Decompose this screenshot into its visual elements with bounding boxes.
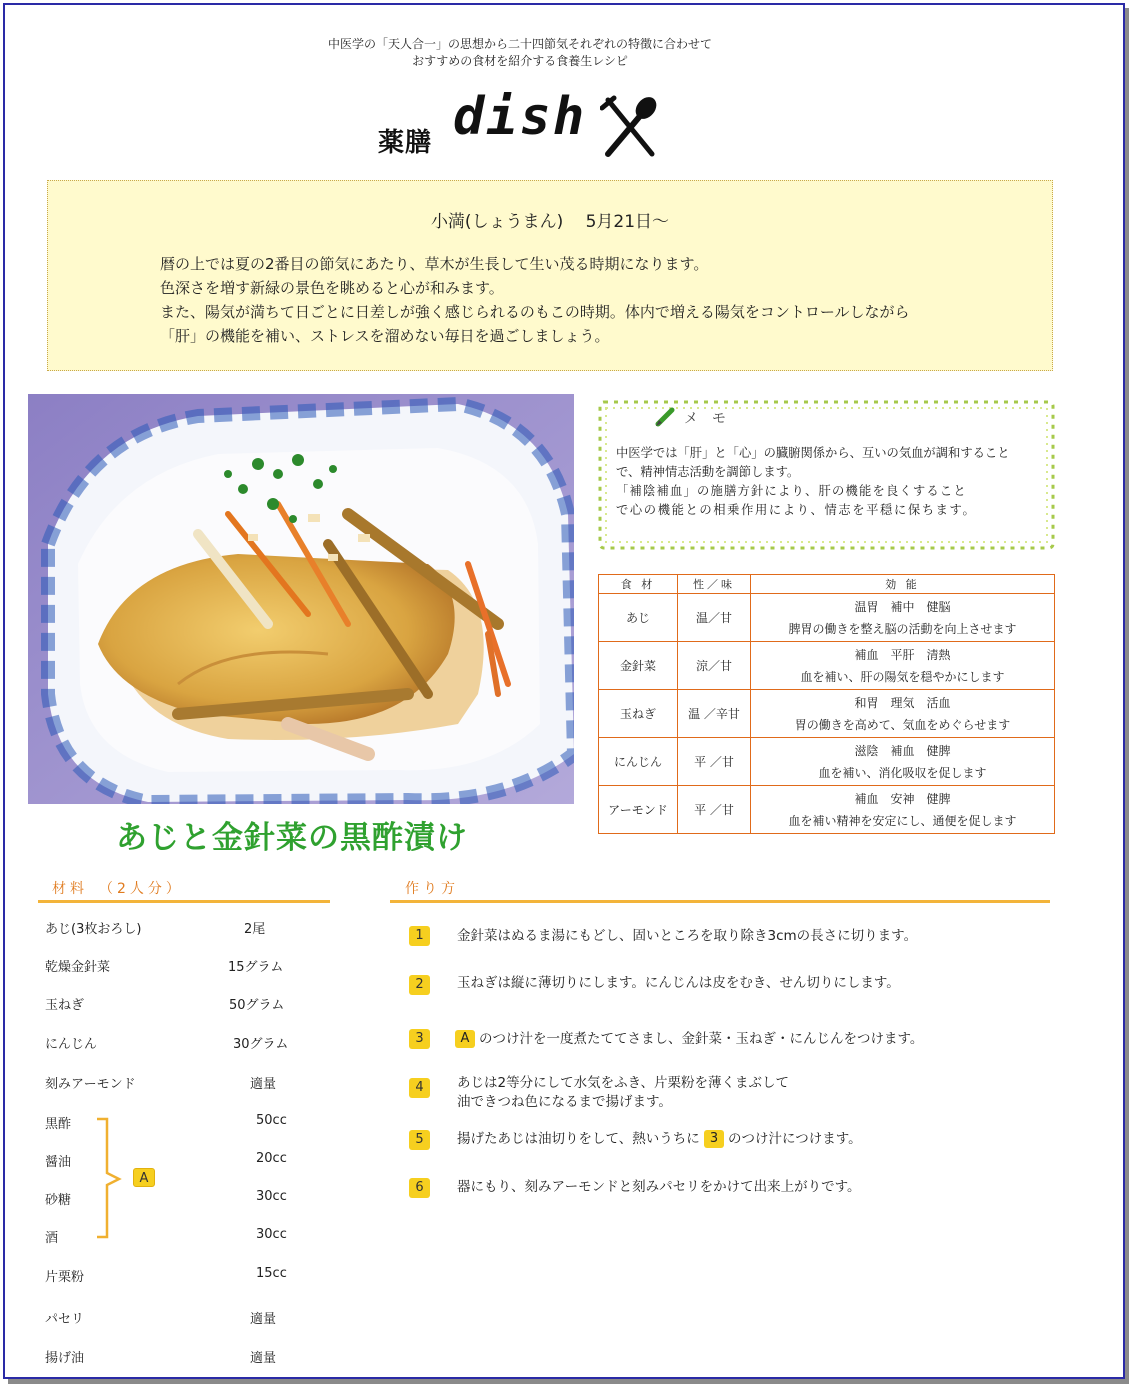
ingredient-name: にんじん: [45, 1037, 98, 1052]
ingredient-amount: 30cc: [256, 1189, 287, 1204]
effect-desc: 胃の働きを高めて、気血をめぐらせます: [794, 717, 1011, 732]
step-text: 玉ねぎは縦に薄切りにします。にんじんは皮をむき、せん切りにします。: [457, 975, 900, 991]
ingredients-underline: [38, 900, 330, 903]
effect-cell: [751, 738, 1055, 786]
nature-cell: 温／甘: [678, 594, 751, 642]
nature-cell: 平 ／甘: [678, 738, 751, 786]
header-nature: 性／味: [678, 575, 751, 594]
intro-line-2: おすすめの食材を紹介する食養生レシピ: [412, 54, 628, 68]
effect-main: 補血 安神 健脾: [854, 791, 951, 806]
memo-line-2: で、精神情志活動を調節します。: [616, 465, 800, 479]
ingredient-name: 片栗粉: [45, 1270, 85, 1285]
memo-line-1: 中医学では「肝」と「心」の臓腑関係から、互いの気血が調和すること: [616, 446, 1010, 460]
nature-cell: 平 ／甘: [678, 786, 751, 834]
ingredient-amount: 適量: [250, 1312, 277, 1327]
effect-main: 補血 平肝 清熱: [854, 647, 951, 662]
step-number-badge: 6: [409, 1178, 430, 1198]
food-cell: 金針菜: [599, 642, 678, 690]
memo-line-3: 「補陰補血」の施膳方針により、肝の機能を良くすること: [616, 484, 967, 498]
ingredient-amount: 50cc: [256, 1113, 287, 1128]
table-row: [599, 642, 1055, 690]
ingredient-amount: 15cc: [256, 1266, 287, 1281]
ingredient-name: 醤油: [45, 1155, 72, 1170]
table-row: [599, 594, 1055, 642]
food-cell: 玉ねぎ: [599, 690, 678, 738]
ingredient-name: 乾燥金針菜: [45, 960, 111, 975]
effect-cell: [751, 786, 1055, 834]
steps-heading: 作り方: [405, 881, 459, 897]
header-effect: 効 能: [751, 575, 1055, 594]
ingredient-amount: 50グラム: [229, 998, 285, 1013]
step-text-line-2: 油できつね色になるまで揚げます。: [457, 1094, 672, 1110]
food-cell: アーモンド: [599, 786, 678, 834]
ingredient-name: 酒: [45, 1231, 59, 1246]
step-ref-badge: 3: [704, 1130, 724, 1148]
ingredient-name: パセリ: [45, 1312, 85, 1327]
ingredient-name: 玉ねぎ: [45, 998, 85, 1013]
ingredient-amount: 30グラム: [233, 1037, 289, 1052]
memo-line-4: で心の機能との相乗作用により、情志を平穏に保ちます。: [616, 503, 977, 517]
effect-desc: 血を補い精神を安定にし、通便を促します: [788, 813, 1017, 828]
ingredient-name: 揚げ油: [45, 1351, 85, 1366]
effect-desc: 血を補い、消化吸収を促します: [818, 765, 987, 780]
effect-main: 和胃 理気 活血: [854, 695, 951, 710]
header-food: 食 材: [599, 575, 678, 594]
season-description: [160, 252, 910, 348]
sauce-ref-badge: A: [455, 1030, 475, 1048]
step-number-badge: 2: [409, 975, 430, 995]
step-text: のつけ汁を一度煮たててさまし、金針菜・玉ねぎ・にんじんをつけます。: [479, 1031, 924, 1047]
steps-underline: [390, 900, 1050, 903]
season-line-2: 色深さを増す新緑の景色を眺めると心が和みます。: [160, 279, 504, 297]
ingredients-heading: 材料 （2人分）: [52, 881, 184, 897]
dish-title: あじと金針菜の黒酢漬け: [116, 820, 468, 856]
ingredient-amount: 適量: [250, 1351, 277, 1366]
memo-heading: メモ: [684, 411, 740, 427]
step-text: 揚げたあじは油切りをして、熱いうちに: [457, 1131, 700, 1147]
step-number-badge: 4: [409, 1078, 430, 1098]
sauce-group-badge: A: [133, 1168, 155, 1187]
intro-line-1: 中医学の「天人合一」の思想から二十四節気それぞれの特徴に合わせて: [327, 37, 712, 51]
sauce-group-bracket: [95, 1117, 125, 1241]
effect-main: 滋陰 補血 健脾: [854, 743, 951, 758]
food-cell: にんじん: [599, 738, 678, 786]
effect-cell: [751, 690, 1055, 738]
memo-text: [616, 444, 1040, 520]
ingredient-name: 刻みアーモンド: [45, 1077, 136, 1092]
step-text-3: [455, 1030, 923, 1049]
step-text: 金針菜はぬるま湯にもどし、固いところを取り除き3cmの長さに切ります。: [457, 928, 918, 944]
frame-shadow-bottom: [8, 1379, 1129, 1384]
effect-desc: 脾胃の働きを整え脳の活動を向上させます: [788, 621, 1017, 636]
ingredient-amount: 15グラム: [228, 960, 284, 975]
food-property-table: [598, 574, 1055, 834]
food-cell: あじ: [599, 594, 678, 642]
dish-photo: [28, 394, 574, 804]
ingredient-amount: 20cc: [256, 1151, 287, 1166]
ingredient-name: あじ(3枚おろし): [45, 922, 142, 937]
effect-cell: [751, 594, 1055, 642]
step-number-badge: 3: [409, 1029, 430, 1049]
table-row: [599, 786, 1055, 834]
season-line-1: 暦の上では夏の2番目の節気にあたり、草木が生長して生い茂る時期になります。: [160, 255, 709, 273]
ingredient-amount: 適量: [250, 1077, 277, 1092]
step-number-badge: 5: [409, 1130, 430, 1150]
logo-yakuzen-text: 薬膳: [378, 128, 433, 158]
ingredient-amount: 30cc: [256, 1227, 287, 1242]
effect-main: 温胃 補中 健脳: [854, 599, 951, 614]
ingredient-name: 黒酢: [45, 1117, 72, 1132]
frame-shadow-right: [1125, 8, 1129, 1383]
season-info-box: [47, 180, 1053, 371]
step-number-badge: 1: [409, 926, 430, 946]
effect-cell: [751, 642, 1055, 690]
ingredient-name: 砂糖: [45, 1193, 72, 1208]
intro-text: [250, 36, 790, 70]
season-title: 小満(しょうまん) 5月21日～: [430, 212, 670, 232]
season-line-4: 「肝」の機能を補い、ストレスを溜めない毎日を過ごしましょう。: [160, 327, 610, 345]
step-text: 器にもり、刻みアーモンドと刻みパセリをかけて出来上がりです。: [457, 1179, 861, 1195]
ingredient-amount: 2尾: [244, 922, 266, 937]
nature-cell: 涼／甘: [678, 642, 751, 690]
step-text-line-1: あじは2等分にして水気をふき、片栗粉を薄くまぶして: [457, 1075, 790, 1091]
table-header-row: [599, 575, 1055, 594]
fork-spoon-icon: [600, 94, 662, 160]
nature-cell: 温 ／辛甘: [678, 690, 751, 738]
table-row: [599, 690, 1055, 738]
season-line-3: また、陽気が満ちて日ごとに日差しが強く感じられるのもこの時期。体内で増える陽気をコントロールしながら: [160, 303, 910, 321]
table-row: [599, 738, 1055, 786]
logo-dish-text: dish: [453, 87, 587, 147]
step-text-5: [457, 1130, 862, 1149]
step-text-after: のつけ汁につけます。: [728, 1131, 862, 1147]
step-text-4: [457, 1074, 789, 1112]
pencil-icon: [654, 406, 676, 428]
effect-desc: 血を補い、肝の陽気を穏やかにします: [800, 669, 1005, 684]
